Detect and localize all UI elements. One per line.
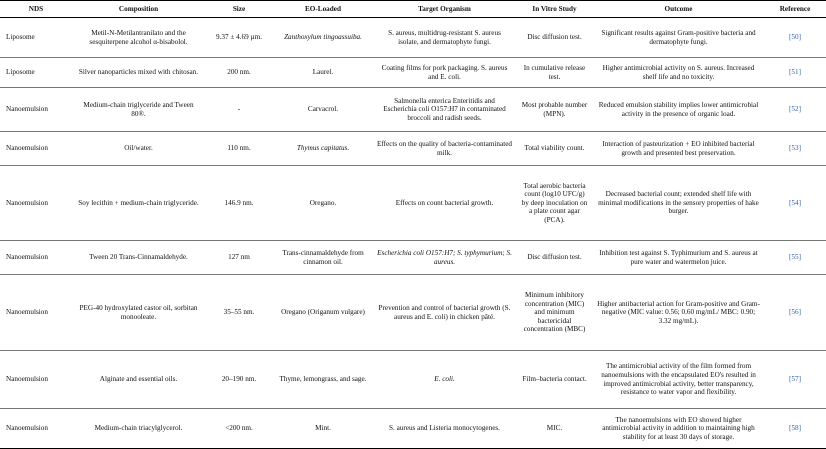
- cell-target-organism: S. aureus, multidrug-resistant S. aureus isolate, and dermatophyte fungi.: [373, 18, 516, 58]
- cell-outcome: Higher antimicrobial activity on S. aureus. Increased shelf life and no toxicity.: [593, 58, 764, 88]
- cell-composition: Soy lecithin + medium-chain triglyceride.: [72, 166, 205, 241]
- cell-composition: Metil-N-Metilantranilato and the sesquiterpene alcohol α-bisabolol.: [72, 18, 205, 58]
- table-row: [0, 132, 826, 166]
- cell-composition: Tween 20 Trans-Cinnamaldehyde.: [72, 241, 205, 275]
- cell-target-organism: Escherichia coli O157:H7; S. typhymurium; S. aureus.: [373, 241, 516, 275]
- cell-size: 35–55 nm.: [205, 275, 273, 351]
- cell-in-vitro-study: Total aerobic bacteria count (log10 UFC/g) by deep inoculation on a plate count agar (PCA).: [516, 166, 593, 241]
- table-row: [0, 166, 826, 241]
- cell-nds: Nanoemulsion: [0, 351, 72, 409]
- cell-outcome: Significant results against Gram-positive bacteria and dermatophyte fungi.: [593, 18, 764, 58]
- cell-nds: Liposome: [0, 18, 72, 58]
- table-row: [0, 241, 826, 275]
- reference-link[interactable]: [55]: [764, 241, 826, 275]
- cell-in-vitro-study: Disc diffusion test.: [516, 18, 593, 58]
- cell-composition: Silver nanoparticles mixed with chitosan.: [72, 58, 205, 88]
- cell-composition: Oil/water.: [72, 132, 205, 166]
- header-composition: Composition: [72, 1, 205, 18]
- cell-outcome: Higher antibacterial action for Gram-positive and Gram-negative (MIC value: 0.56; 0.60 mg/mL/ MBC: 0.90; 3.32 mg/mL).: [593, 275, 764, 351]
- reference-link[interactable]: [54]: [764, 166, 826, 241]
- cell-composition: Medium-chain triglyceride and Tween 80®.: [72, 88, 205, 132]
- cell-target-organism: Salmonella enterica Enteritidis and Escherichia coli O157:H7 in contaminated broccoli and radish seeds.: [373, 88, 516, 132]
- cell-size: -: [205, 88, 273, 132]
- cell-eo-loaded: Laurel.: [273, 58, 373, 88]
- cell-nds: Nanoemulsion: [0, 132, 72, 166]
- reference-link[interactable]: [57]: [764, 351, 826, 409]
- cell-eo-loaded: Zanthoxylum tingoassuiba.: [273, 18, 373, 58]
- reference-link[interactable]: [50]: [764, 18, 826, 58]
- cell-nds: Nanoemulsion: [0, 409, 72, 449]
- header-reference: Reference: [764, 1, 826, 18]
- table-row: [0, 18, 826, 58]
- header-nds: NDS: [0, 1, 72, 18]
- header-size: Size: [205, 1, 273, 18]
- cell-target-organism: Effects on count bacterial growth.: [373, 166, 516, 241]
- reference-link[interactable]: [51]: [764, 58, 826, 88]
- cell-outcome: Interaction of pasteurization + EO inhibited bacterial growth and presented best preservation.: [593, 132, 764, 166]
- cell-nds: Nanoemulsion: [0, 275, 72, 351]
- cell-eo-loaded: Thyme, lemongrass, and sage.: [273, 351, 373, 409]
- cell-in-vitro-study: MIC.: [516, 409, 593, 449]
- cell-in-vitro-study: Minimum inhibitory concentration (MIC) and minimum bactericidal concentration (MBC): [516, 275, 593, 351]
- cell-eo-loaded: Carvacrol.: [273, 88, 373, 132]
- cell-size: 110 nm.: [205, 132, 273, 166]
- table-row: [0, 275, 826, 351]
- cell-target-organism: Coating films for pork packaging. S. aureus and E. coli.: [373, 58, 516, 88]
- cell-eo-loaded: Mint.: [273, 409, 373, 449]
- cell-eo-loaded: Thymus capitatus.: [273, 132, 373, 166]
- table-row: [0, 409, 826, 449]
- cell-outcome: Inhibition test against S. Typhimurium and S. aureus at pure water and watermelon juice.: [593, 241, 764, 275]
- cell-nds: Nanoemulsion: [0, 166, 72, 241]
- header-row: [0, 1, 826, 18]
- reference-link[interactable]: [53]: [764, 132, 826, 166]
- cell-outcome: Decreased bacterial count; extended shelf life with minimal modifications in the sensory properties of hake burger.: [593, 166, 764, 241]
- cell-composition: PEG-40 hydroxylated castor oil, sorbitan monooleate.: [72, 275, 205, 351]
- cell-composition: Medium-chain triacylglycerol.: [72, 409, 205, 449]
- table-row: [0, 58, 826, 88]
- cell-in-vitro-study: In cumulative release test.: [516, 58, 593, 88]
- cell-outcome: The nanoemulsions with EO showed higher antimicrobial activity in addition to maintaining high stability for at least 30 days of storage.: [593, 409, 764, 449]
- header-in-vitro-study: In Vitro Study: [516, 1, 593, 18]
- cell-target-organism: Prevention and control of bacterial growth (S. aureus and E. coli) in chicken pâté.: [373, 275, 516, 351]
- cell-target-organism: E. coli.: [373, 351, 516, 409]
- cell-nds: Nanoemulsion: [0, 88, 72, 132]
- header-target-organism: Target Organism: [373, 1, 516, 18]
- cell-size: 20–190 nm.: [205, 351, 273, 409]
- cell-eo-loaded: Trans-cinnamaldehyde from cinnamon oil.: [273, 241, 373, 275]
- cell-size: 200 nm.: [205, 58, 273, 88]
- reference-link[interactable]: [58]: [764, 409, 826, 449]
- cell-outcome: The antimicrobial activity of the film formed from nanoemulsions with the encapsulated EO's resulted in improved antimicrobial activity, better transparency, resistance to water vapor and flexibility.: [593, 351, 764, 409]
- cell-in-vitro-study: Film–bacteria contact.: [516, 351, 593, 409]
- cell-eo-loaded: Oregano.: [273, 166, 373, 241]
- cell-size: 146.9 nm.: [205, 166, 273, 241]
- header-outcome: Outcome: [593, 1, 764, 18]
- cell-eo-loaded: Oregano (Origanum vulgare): [273, 275, 373, 351]
- table-row: [0, 351, 826, 409]
- cell-nds: Liposome: [0, 58, 72, 88]
- cell-size: <200 nm.: [205, 409, 273, 449]
- reference-link[interactable]: [52]: [764, 88, 826, 132]
- cell-size: 9.37 ± 4.69 µm.: [205, 18, 273, 58]
- cell-in-vitro-study: Total viability count.: [516, 132, 593, 166]
- header-eo-loaded: EO-Loaded: [273, 1, 373, 18]
- cell-composition: Alginate and essential oils.: [72, 351, 205, 409]
- cell-in-vitro-study: Most probable number (MPN).: [516, 88, 593, 132]
- cell-size: 127 nm: [205, 241, 273, 275]
- table-row: [0, 88, 826, 132]
- cell-in-vitro-study: Disc diffusion test.: [516, 241, 593, 275]
- reference-link[interactable]: [56]: [764, 275, 826, 351]
- cell-target-organism: Effects on the quality of bacteria-contaminated milk.: [373, 132, 516, 166]
- cell-nds: Nanoemulsion: [0, 241, 72, 275]
- cell-outcome: Reduced emulsion stability implies lower antimicrobial activity in the presence of organic load.: [593, 88, 764, 132]
- cell-target-organism: S. aureus and Listeria monocytogenes.: [373, 409, 516, 449]
